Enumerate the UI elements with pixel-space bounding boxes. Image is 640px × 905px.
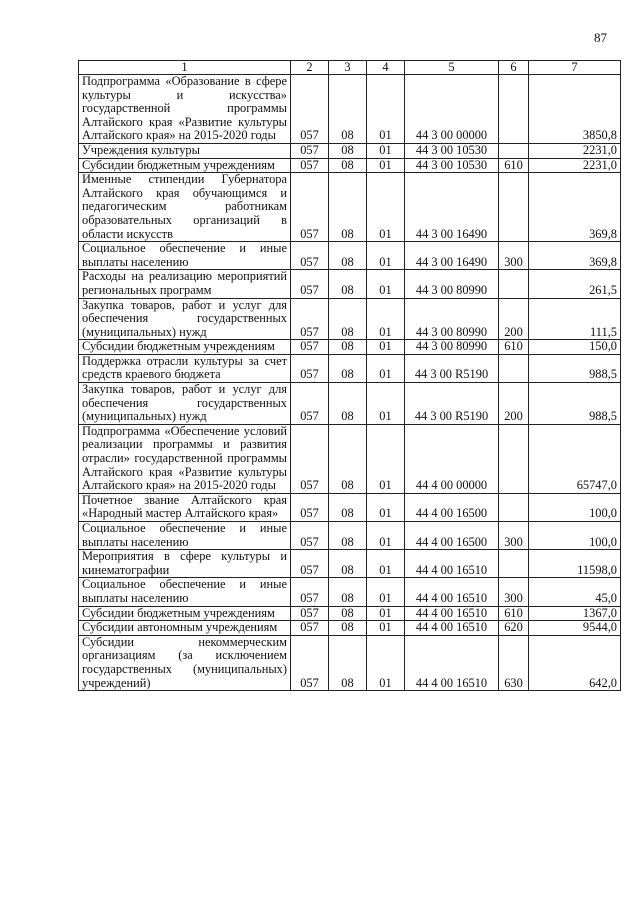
subsection-code: 01 bbox=[367, 621, 405, 636]
budget-table bbox=[78, 60, 621, 691]
row-name: Расходы на реализацию мероприятий региональных программ bbox=[79, 270, 291, 298]
subsection-code: 01 bbox=[367, 424, 405, 493]
amount: 2231,0 bbox=[529, 143, 621, 158]
row-name: Субсидии некоммерческим организациям (за исключением государственных (муниципальных) учреждений) bbox=[79, 635, 291, 690]
section-code: 08 bbox=[329, 354, 367, 382]
column-header: 4 bbox=[367, 61, 405, 75]
amount: 111,5 bbox=[529, 298, 621, 340]
table-row bbox=[79, 621, 621, 636]
ministry-code: 057 bbox=[291, 606, 329, 621]
table-row bbox=[79, 75, 621, 144]
target-article-code: 44 4 00 16510 bbox=[405, 606, 499, 621]
expense-type-code bbox=[499, 493, 529, 521]
section-code: 08 bbox=[329, 383, 367, 425]
section-code: 08 bbox=[329, 578, 367, 606]
target-article-code: 44 3 00 80990 bbox=[405, 340, 499, 355]
ministry-code: 057 bbox=[291, 383, 329, 425]
table-row bbox=[79, 635, 621, 690]
page-number: 87 bbox=[594, 30, 607, 45]
expense-type-code bbox=[499, 270, 529, 298]
subsection-code: 01 bbox=[367, 270, 405, 298]
section-code: 08 bbox=[329, 522, 367, 550]
table-row bbox=[79, 578, 621, 606]
target-article-code: 44 4 00 16500 bbox=[405, 522, 499, 550]
subsection-code: 01 bbox=[367, 173, 405, 242]
section-code: 08 bbox=[329, 621, 367, 636]
ministry-code: 057 bbox=[291, 578, 329, 606]
expense-type-code bbox=[499, 354, 529, 382]
target-article-code: 44 4 00 16500 bbox=[405, 493, 499, 521]
row-name: Мероприятия в сфере культуры и кинематографии bbox=[79, 550, 291, 578]
ministry-code: 057 bbox=[291, 424, 329, 493]
ministry-code: 057 bbox=[291, 173, 329, 242]
ministry-code: 057 bbox=[291, 635, 329, 690]
subsection-code: 01 bbox=[367, 493, 405, 521]
section-code: 08 bbox=[329, 340, 367, 355]
table-row bbox=[79, 173, 621, 242]
row-name: Субсидии автономным учреждениям bbox=[79, 621, 291, 636]
section-code: 08 bbox=[329, 550, 367, 578]
ministry-code: 057 bbox=[291, 270, 329, 298]
expense-type-code: 300 bbox=[499, 242, 529, 270]
amount: 1367,0 bbox=[529, 606, 621, 621]
target-article-code: 44 3 00 R5190 bbox=[405, 354, 499, 382]
amount: 261,5 bbox=[529, 270, 621, 298]
subsection-code: 01 bbox=[367, 158, 405, 173]
expense-type-code bbox=[499, 143, 529, 158]
target-article-code: 44 3 00 16490 bbox=[405, 242, 499, 270]
table-row bbox=[79, 354, 621, 382]
table-row bbox=[79, 340, 621, 355]
table-header-row bbox=[79, 61, 621, 75]
expense-type-code: 610 bbox=[499, 158, 529, 173]
amount: 45,0 bbox=[529, 578, 621, 606]
table-row bbox=[79, 493, 621, 521]
ministry-code: 057 bbox=[291, 158, 329, 173]
table-row bbox=[79, 522, 621, 550]
subsection-code: 01 bbox=[367, 143, 405, 158]
subsection-code: 01 bbox=[367, 578, 405, 606]
table-row bbox=[79, 242, 621, 270]
column-header: 2 bbox=[291, 61, 329, 75]
table-row bbox=[79, 270, 621, 298]
target-article-code: 44 3 00 R5190 bbox=[405, 383, 499, 425]
table-row bbox=[79, 143, 621, 158]
section-code: 08 bbox=[329, 635, 367, 690]
expense-type-code: 610 bbox=[499, 606, 529, 621]
amount: 65747,0 bbox=[529, 424, 621, 493]
subsection-code: 01 bbox=[367, 298, 405, 340]
amount: 150,0 bbox=[529, 340, 621, 355]
target-article-code: 44 4 00 16510 bbox=[405, 550, 499, 578]
expense-type-code bbox=[499, 550, 529, 578]
amount: 100,0 bbox=[529, 493, 621, 521]
ministry-code: 057 bbox=[291, 340, 329, 355]
target-article-code: 44 4 00 16510 bbox=[405, 578, 499, 606]
section-code: 08 bbox=[329, 424, 367, 493]
ministry-code: 057 bbox=[291, 298, 329, 340]
row-name: Почетное звание Алтайского края «Народный мастер Алтайского края» bbox=[79, 493, 291, 521]
expense-type-code bbox=[499, 424, 529, 493]
row-name: Именные стипендии Губернатора Алтайского края обучающимся и педагогическим работникам образовательных организаций в области искусств bbox=[79, 173, 291, 242]
ministry-code: 057 bbox=[291, 550, 329, 578]
amount: 642,0 bbox=[529, 635, 621, 690]
subsection-code: 01 bbox=[367, 550, 405, 578]
subsection-code: 01 bbox=[367, 383, 405, 425]
row-name: Социальное обеспечение и иные выплаты населению bbox=[79, 578, 291, 606]
subsection-code: 01 bbox=[367, 340, 405, 355]
row-name: Закупка товаров, работ и услуг для обеспечения государственных (муниципальных) нужд bbox=[79, 383, 291, 425]
section-code: 08 bbox=[329, 143, 367, 158]
ministry-code: 057 bbox=[291, 493, 329, 521]
table-row bbox=[79, 298, 621, 340]
row-name: Субсидии бюджетным учреждениям bbox=[79, 340, 291, 355]
expense-type-code: 200 bbox=[499, 383, 529, 425]
row-name: Субсидии бюджетным учреждениям bbox=[79, 158, 291, 173]
target-article-code: 44 3 00 00000 bbox=[405, 75, 499, 144]
ministry-code: 057 bbox=[291, 242, 329, 270]
row-name: Подпрограмма «Обеспечение условий реализации программы и развития отрасли» государственной программы Алтайского края «Развитие культуры Алтайского края» на 2015-2020 годы bbox=[79, 424, 291, 493]
row-name: Учреждения культуры bbox=[79, 143, 291, 158]
subsection-code: 01 bbox=[367, 522, 405, 550]
table-row bbox=[79, 383, 621, 425]
target-article-code: 44 3 00 80990 bbox=[405, 270, 499, 298]
row-name: Закупка товаров, работ и услуг для обеспечения государственных (муниципальных) нужд bbox=[79, 298, 291, 340]
expense-type-code bbox=[499, 75, 529, 144]
ministry-code: 057 bbox=[291, 354, 329, 382]
amount: 369,8 bbox=[529, 242, 621, 270]
subsection-code: 01 bbox=[367, 635, 405, 690]
expense-type-code: 300 bbox=[499, 522, 529, 550]
ministry-code: 057 bbox=[291, 75, 329, 144]
column-header: 6 bbox=[499, 61, 529, 75]
amount: 11598,0 bbox=[529, 550, 621, 578]
section-code: 08 bbox=[329, 606, 367, 621]
subsection-code: 01 bbox=[367, 354, 405, 382]
target-article-code: 44 4 00 16510 bbox=[405, 621, 499, 636]
subsection-code: 01 bbox=[367, 606, 405, 621]
target-article-code: 44 4 00 16510 bbox=[405, 635, 499, 690]
section-code: 08 bbox=[329, 493, 367, 521]
amount: 100,0 bbox=[529, 522, 621, 550]
subsection-code: 01 bbox=[367, 242, 405, 270]
subsection-code: 01 bbox=[367, 75, 405, 144]
target-article-code: 44 3 00 80990 bbox=[405, 298, 499, 340]
row-name: Подпрограмма «Образование в сфере культуры и искусства» государственной программы Алтайского края «Развитие культуры Алтайского края» на 2015-2020 годы bbox=[79, 75, 291, 144]
target-article-code: 44 3 00 10530 bbox=[405, 143, 499, 158]
target-article-code: 44 4 00 00000 bbox=[405, 424, 499, 493]
table-row bbox=[79, 550, 621, 578]
section-code: 08 bbox=[329, 173, 367, 242]
table-row bbox=[79, 158, 621, 173]
column-header: 5 bbox=[405, 61, 499, 75]
expense-type-code: 300 bbox=[499, 578, 529, 606]
row-name: Субсидии бюджетным учреждениям bbox=[79, 606, 291, 621]
amount: 9544,0 bbox=[529, 621, 621, 636]
amount: 3850,8 bbox=[529, 75, 621, 144]
table-row bbox=[79, 606, 621, 621]
expense-type-code: 200 bbox=[499, 298, 529, 340]
row-name: Социальное обеспечение и иные выплаты населению bbox=[79, 242, 291, 270]
section-code: 08 bbox=[329, 298, 367, 340]
amount: 369,8 bbox=[529, 173, 621, 242]
target-article-code: 44 3 00 10530 bbox=[405, 158, 499, 173]
expense-type-code bbox=[499, 173, 529, 242]
row-name: Социальное обеспечение и иные выплаты населению bbox=[79, 522, 291, 550]
ministry-code: 057 bbox=[291, 621, 329, 636]
ministry-code: 057 bbox=[291, 143, 329, 158]
expense-type-code: 630 bbox=[499, 635, 529, 690]
ministry-code: 057 bbox=[291, 522, 329, 550]
section-code: 08 bbox=[329, 270, 367, 298]
column-header: 3 bbox=[329, 61, 367, 75]
expense-type-code: 620 bbox=[499, 621, 529, 636]
column-header: 7 bbox=[529, 61, 621, 75]
section-code: 08 bbox=[329, 75, 367, 144]
expense-type-code: 610 bbox=[499, 340, 529, 355]
amount: 2231,0 bbox=[529, 158, 621, 173]
amount: 988,5 bbox=[529, 383, 621, 425]
section-code: 08 bbox=[329, 242, 367, 270]
row-name: Поддержка отрасли культуры за счет средств краевого бюджета bbox=[79, 354, 291, 382]
column-header: 1 bbox=[79, 61, 291, 75]
section-code: 08 bbox=[329, 158, 367, 173]
amount: 988,5 bbox=[529, 354, 621, 382]
target-article-code: 44 3 00 16490 bbox=[405, 173, 499, 242]
table-row bbox=[79, 424, 621, 493]
